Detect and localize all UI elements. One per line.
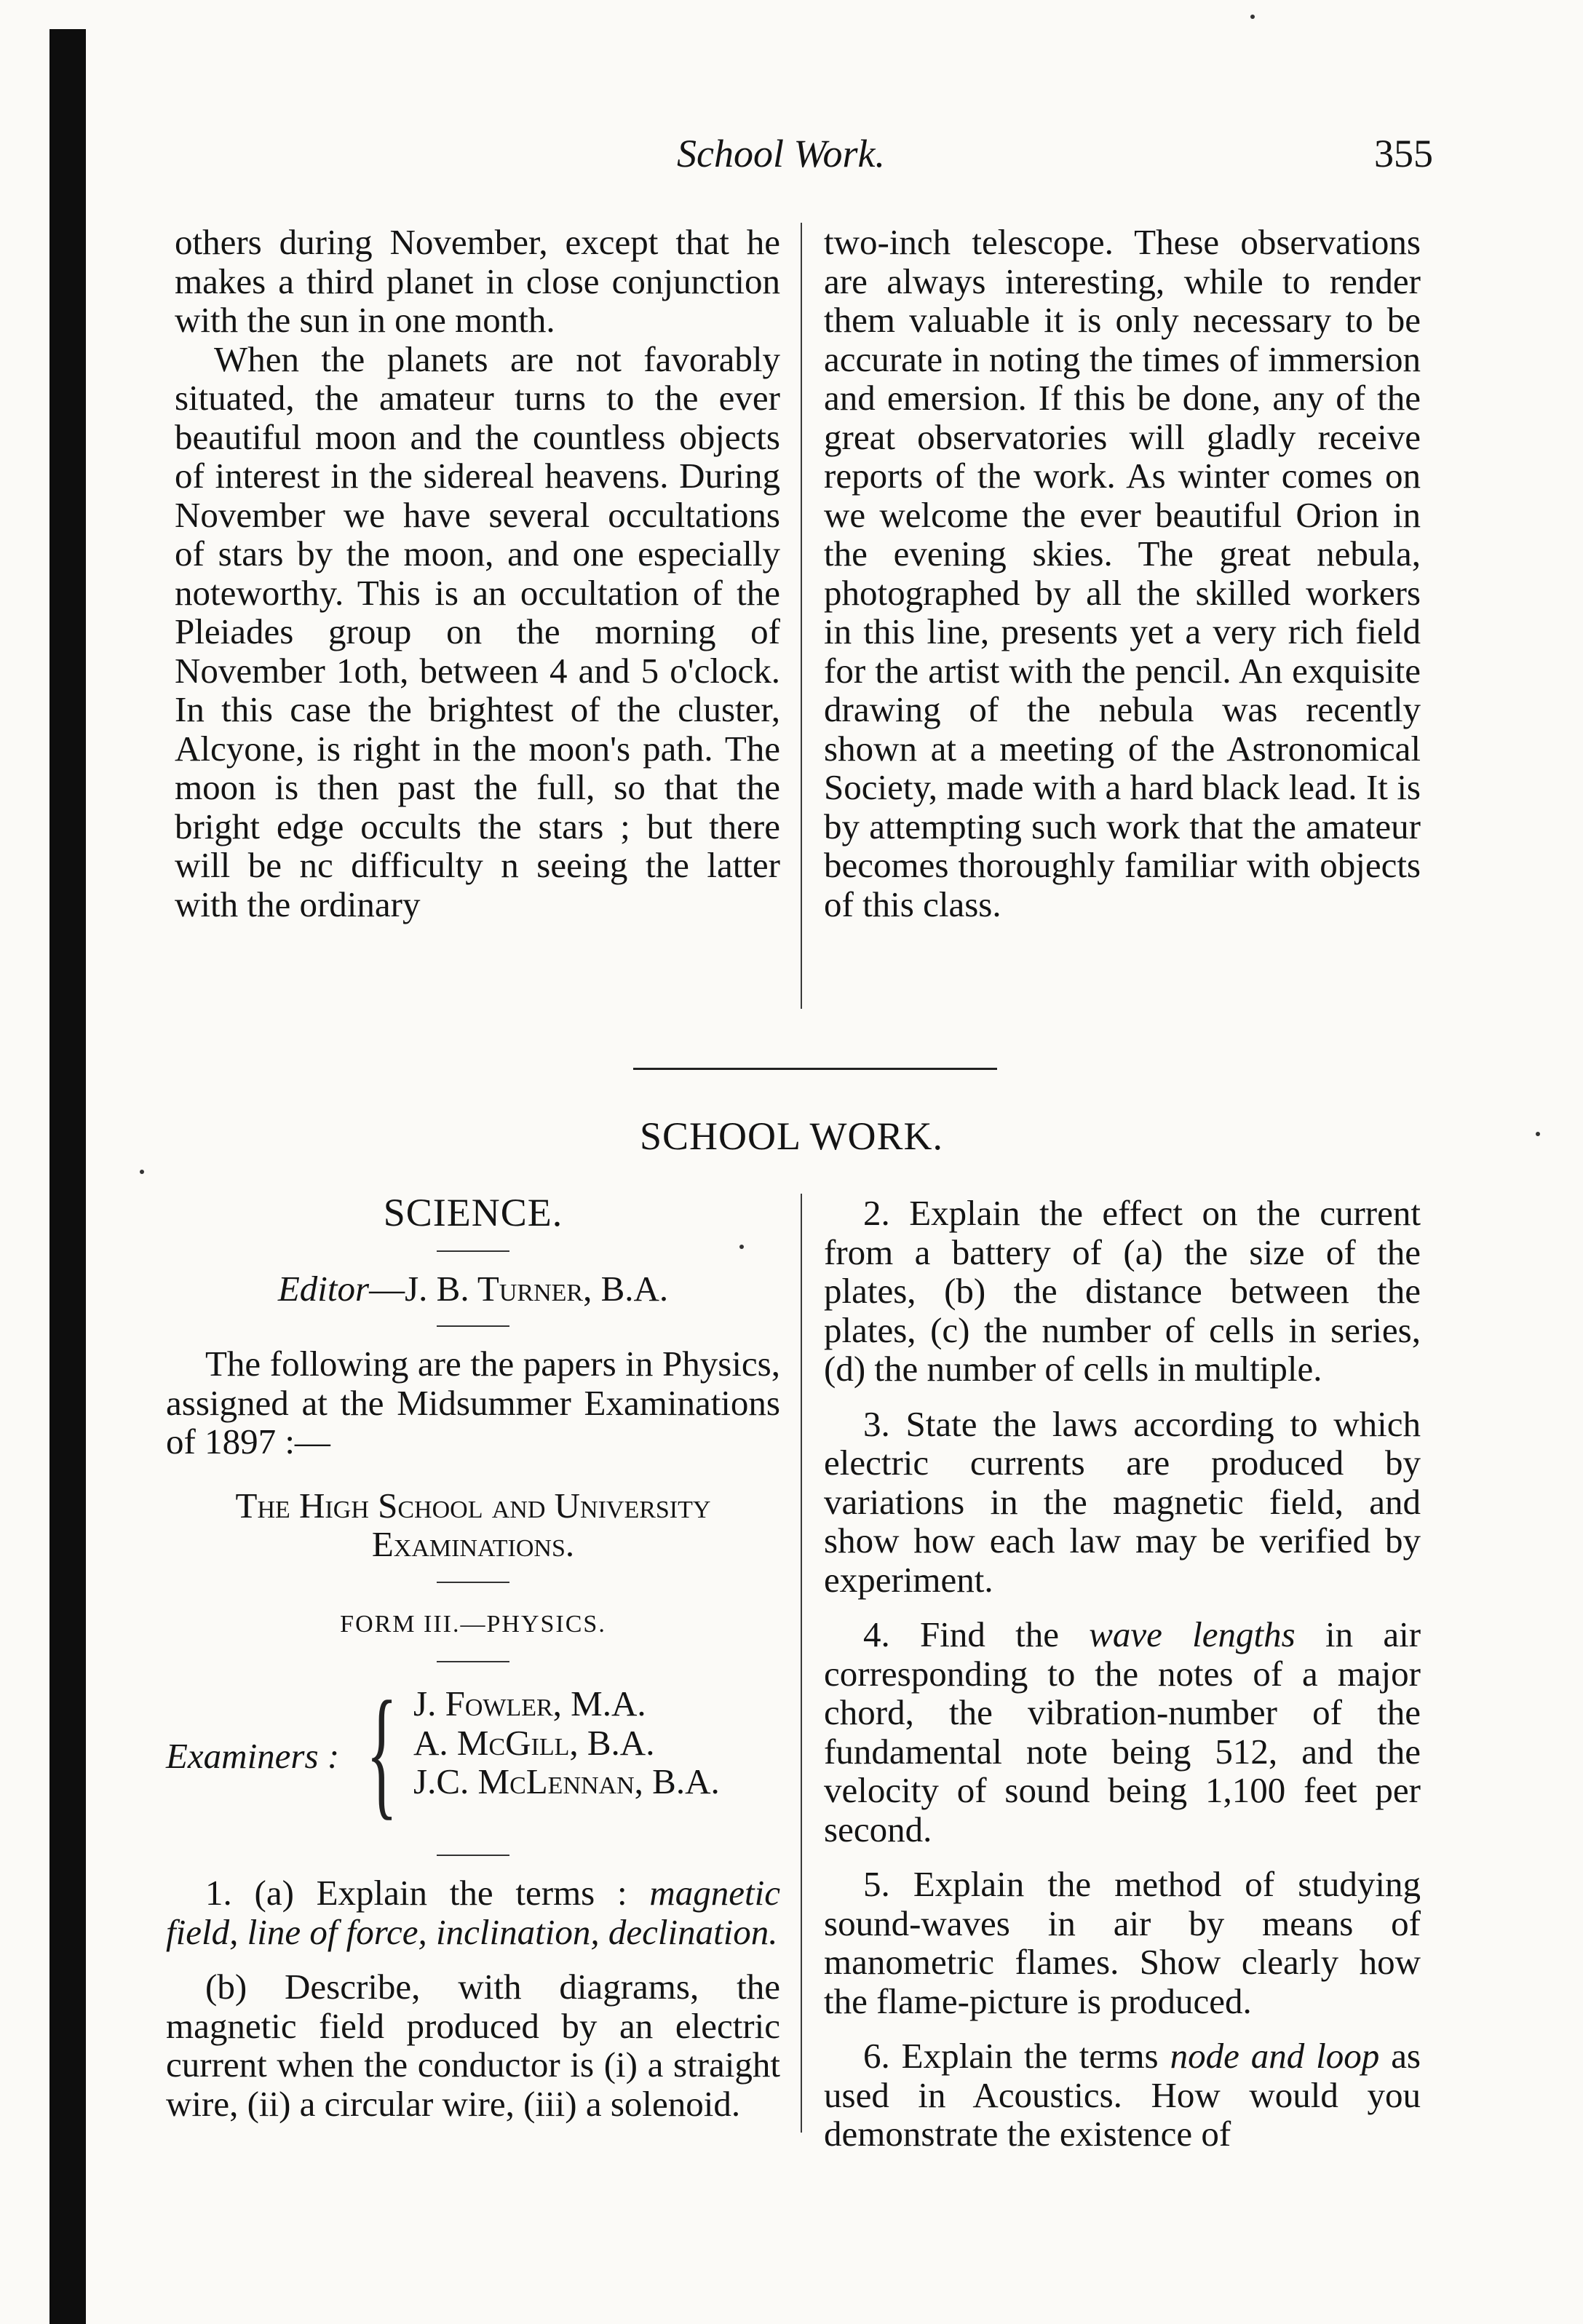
question-1b: (b) Describe, with diagrams, the magnetic field produced by an electric current when the conductor is (i) a straight wire, (ii) a circular wire, (iii) a solenoid. (166, 1967, 780, 2124)
question-6-rest: as used in Acoustics. How would you demonstrate the existence of (824, 2036, 1421, 2154)
short-divider (437, 1661, 509, 1662)
running-head (0, 131, 1583, 189)
question-4-start: 4. Find the (863, 1614, 1059, 1654)
question-2: 2. Explain the effect on the current from a battery of (a) the size of the plates, (b) the distance between the plates, (c) the number of cells in series, (d) the number of cells in multiple. (824, 1193, 1421, 1389)
paragraph: When the planets are not favorably situated, the amateur turns to the ever beautiful moon and the countless objects of interest in the sidereal heavens. During November we have several occultations of stars by the moon, and one especially noteworthy. This is an occultation of the Pleiades group on the morning of November 1oth, between 4 and 5 o'clock. In this case the brightest of the cluster, Alcyone, is right in the moon's path. The moon is then past the full, so that the bright edge occults the stars ; but there will be nc difficulty n seeing the latter with the ordinary (175, 338, 780, 924)
short-divider (437, 1250, 509, 1252)
exam-title-line-2: Examinations. (371, 1524, 575, 1564)
editor-label: Editor (277, 1268, 370, 1309)
science-heading: SCIENCE. (383, 1191, 563, 1234)
running-head-title: School Work. (677, 132, 885, 175)
exam-title-line-1: The High School and University (235, 1485, 711, 1526)
short-divider (437, 1582, 509, 1583)
examiner-list (413, 1684, 720, 1801)
questions-right-column (824, 1194, 1421, 2170)
top-right-column (824, 223, 1421, 924)
speck (1250, 15, 1255, 19)
paragraph: two-inch telescope. These observations are always interesting, while to render them valuable it is only necessary to be accurate in noting the times of immersion and emersion. If this be done, any of the great observatories will gladly receive reports of the work. As winter comes on we welcome the ever beautiful Orion in the evening skies. The great nebula, photographed by all the skilled workers in this line, presents yet a very rich field for the artist with the pencil. An exquisite drawing of the nebula was recently shown at a meeting of the Astronomical Society, made with a hard black lead. It is by attempting such work that the amateur becomes thoroughly familiar with objects of this class. (824, 222, 1421, 924)
examiner-name: A. McGill, B.A. (413, 1722, 655, 1763)
question-4-italic: wave lengths (1089, 1614, 1296, 1654)
top-left-column (175, 223, 780, 924)
question-4-rest: in air corresponding to the notes of a major chord, the vibration-number of the fundamental note being 512, and the velocity of sound being 1,100 feet per second. (824, 1614, 1421, 1849)
form-heading: FORM III.—PHYSICS. (340, 1610, 606, 1638)
speck (1536, 1132, 1540, 1136)
section-divider (633, 1068, 997, 1070)
speck (140, 1170, 144, 1174)
question-1a-prefix: 1. (a) Explain the terms : (205, 1873, 627, 1913)
question-1a (166, 1873, 780, 1951)
question-5: 5. Explain the method of studying sound-waves in air by means of manometric flames. Show clearly how the flame-picture is produced. (824, 1864, 1421, 2021)
binding-edge (49, 29, 86, 2324)
examiner-name: J.C. McLennan, B.A. (413, 1761, 720, 1801)
editor-name: —J. B. Turner, B.A. (369, 1268, 669, 1309)
editor-line (166, 1269, 780, 1309)
paragraph: others during November, except that he makes a third planet in close conjunction with the sun in one month. (175, 222, 780, 340)
question-3: 3. State the laws according to which electric currents are produced by variations in the magnetic field, and show how each law may be verified by experiment. (824, 1403, 1421, 1600)
section-title: SCHOOL WORK. (639, 1114, 944, 1158)
speck (739, 1245, 744, 1249)
brace-glyph: { (366, 1672, 398, 1833)
short-divider (437, 1855, 509, 1856)
examiners-block (166, 1672, 780, 1837)
column-divider (801, 1194, 802, 2133)
short-divider (437, 1325, 509, 1327)
intro-paragraph: The following are the papers in Physics, assigned at the Midsummer Examinations of 1897 :— (166, 1344, 780, 1462)
column-divider (801, 223, 802, 1009)
science-column (166, 1191, 780, 2124)
question-6-start: 6. Explain the terms (863, 2036, 1159, 2076)
question-6 (824, 2037, 1421, 2154)
examiner-name: J. Fowler, M.A. (413, 1683, 646, 1724)
question-4 (824, 1615, 1421, 1849)
page-number: 355 (1374, 132, 1433, 175)
examiners-label: Examiners : (166, 1736, 340, 1776)
question-6-italic: node and loop (1170, 2036, 1380, 2076)
question-1a-terms: magnetic field, line of force, inclination, declination. (166, 1873, 780, 1952)
